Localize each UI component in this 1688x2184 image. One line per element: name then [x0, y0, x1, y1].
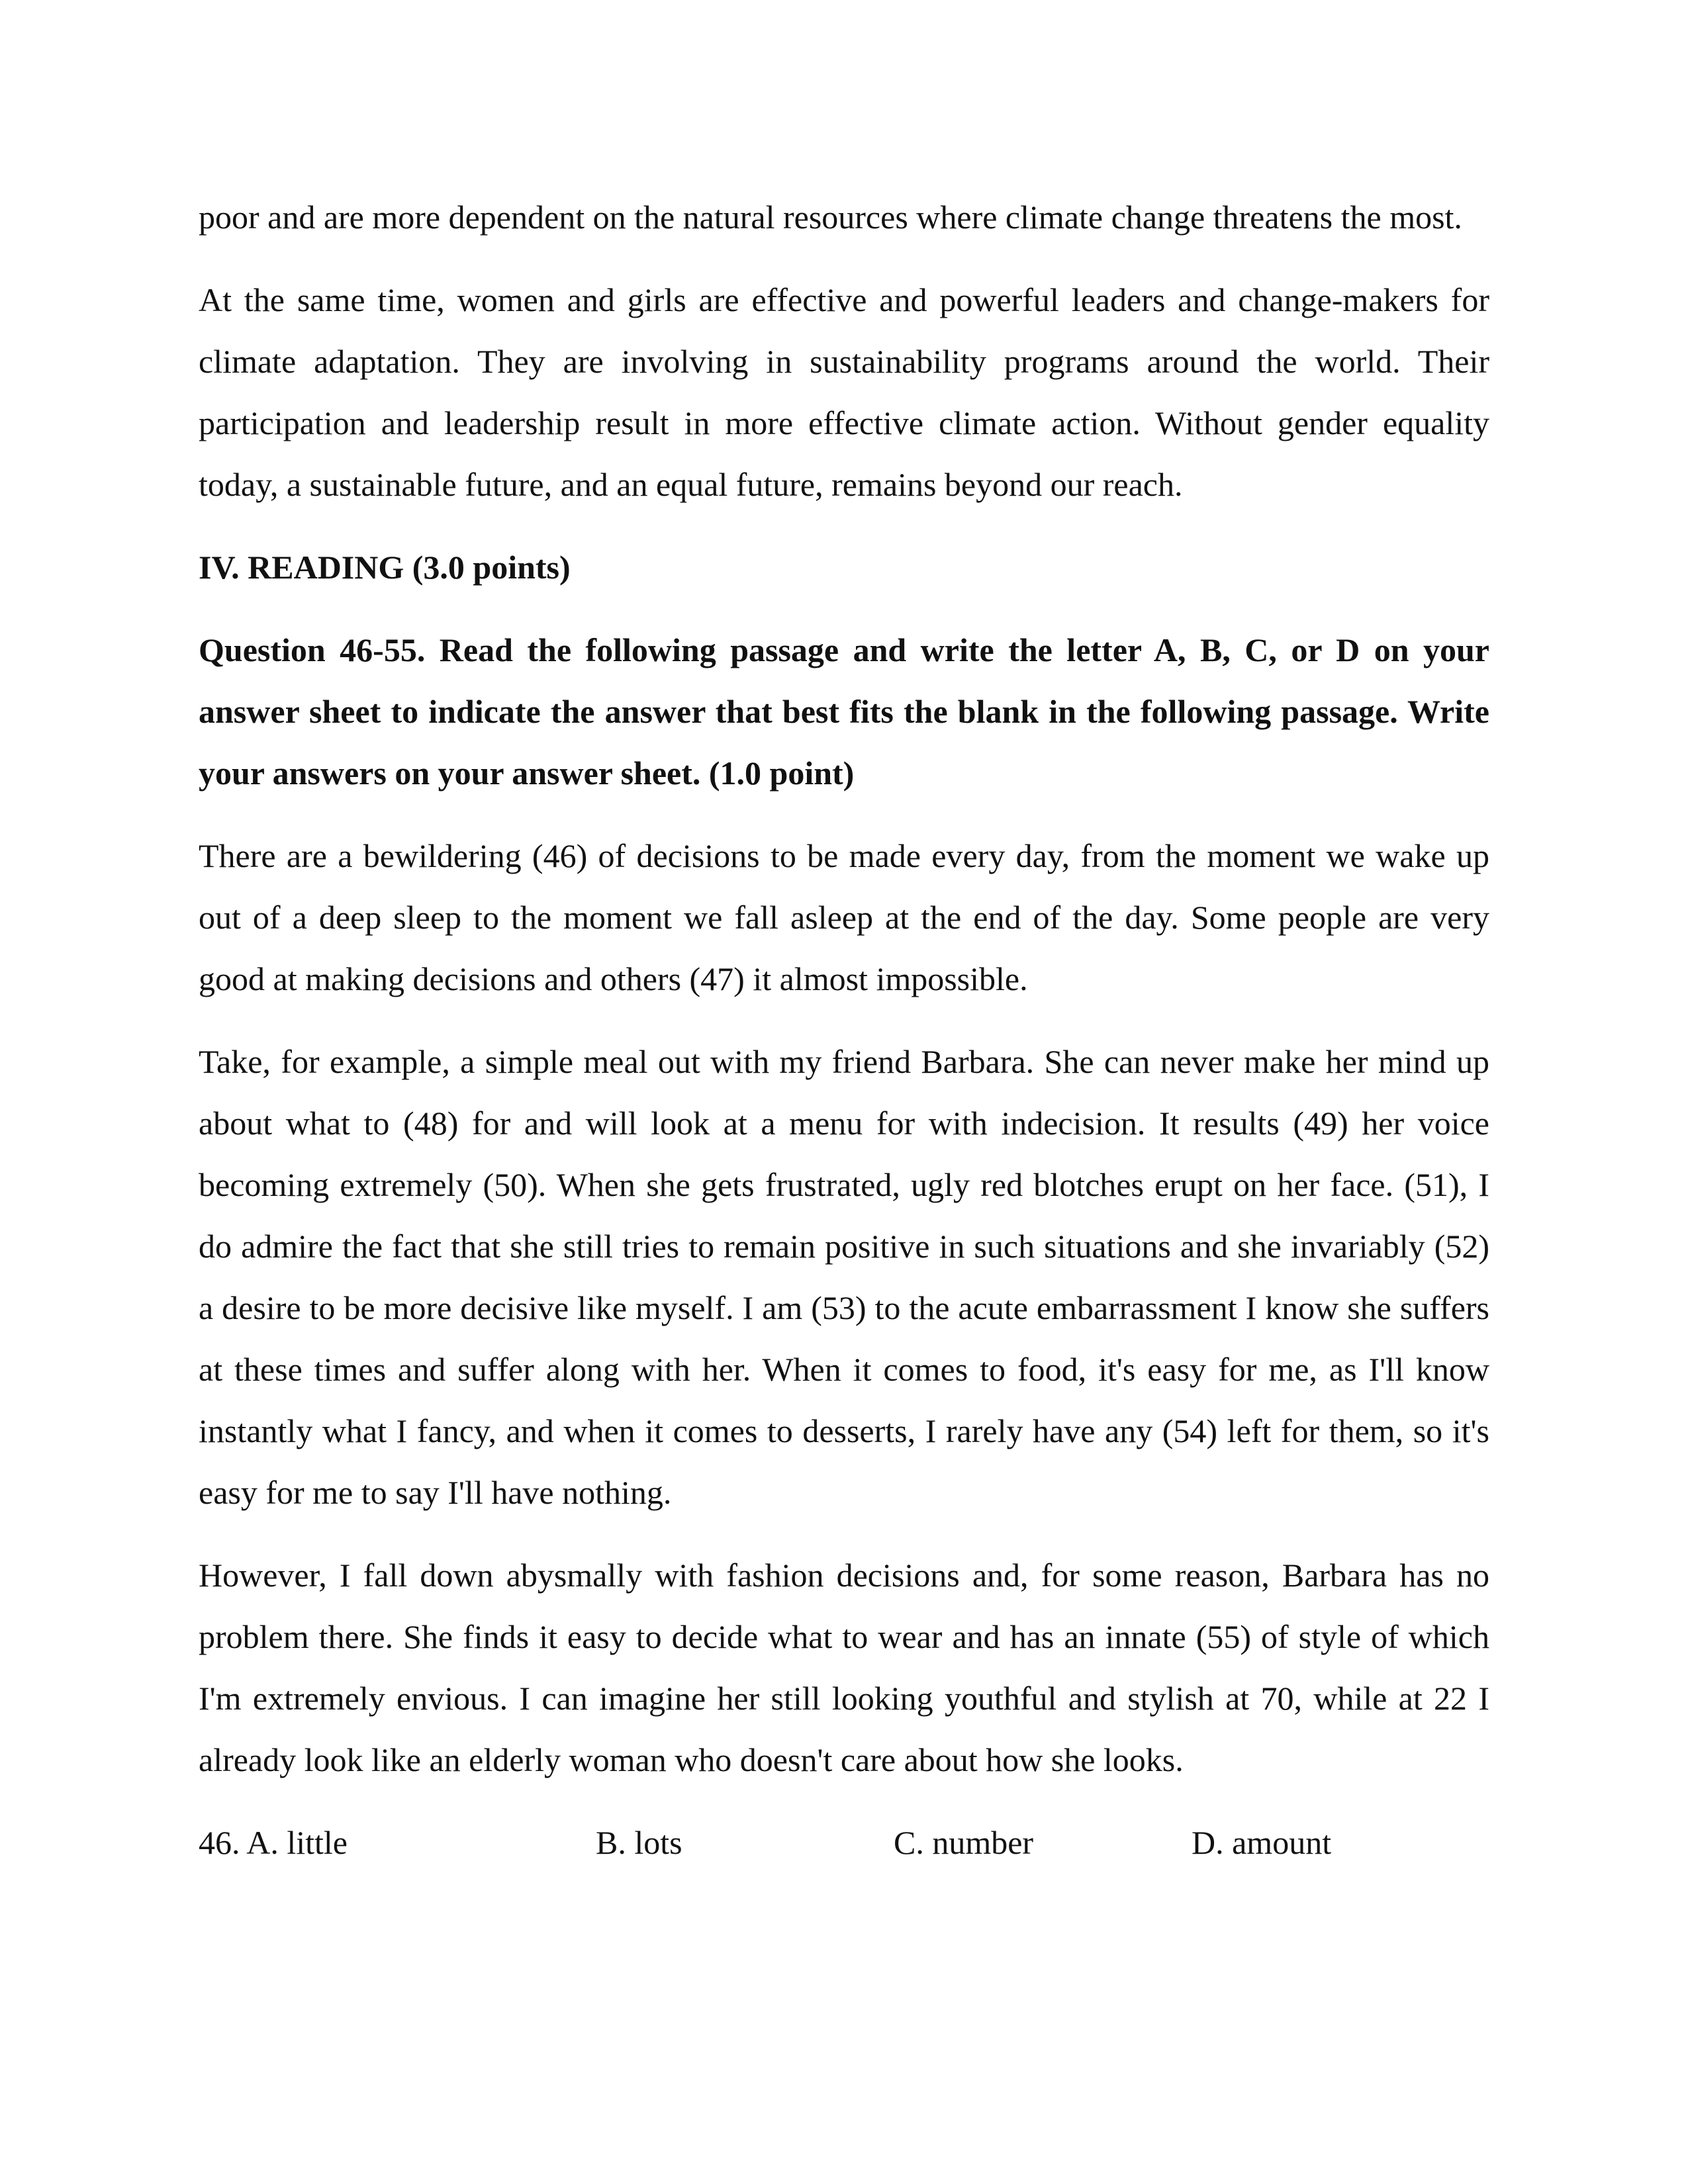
passage-paragraph-3: However, I fall down abysmally with fashion decisions and, for some reason, Barbara has no problem there. She finds it easy to decide what to wear and has an innate (55) of style of which I'm extremely envious. I can imagine her still looking youthful and stylish at 70, while at 22 I already look like an elderly woman who doesn't care about how she looks.	[199, 1557, 1489, 1778]
option-b: B. lots	[596, 1824, 682, 1861]
question-instruction: Question 46-55. Read the following passage and write the letter A, B, C, or D on your answer sheet to indicate the answer that best fits the blank in the following passage. Write your answers on your answer sheet. (1.0 point)	[199, 631, 1489, 792]
paragraph-women-leaders: At the same time, women and girls are effective and powerful leaders and change-makers for climate adaptation. They are involving in sustainability programs around the world. Their participation and leadership result in more effective climate action. Without gender equality today, a sustainable future, and an equal future, remains beyond our reach.	[199, 281, 1489, 503]
passage-paragraph-2: Take, for example, a simple meal out with my friend Barbara. She can never make her mind up about what to (48) for and will look at a menu for with indecision. It results (49) her voice becoming extremely (50). When she gets frustrated, ugly red blotches erupt on her face. (51), I do admire the fact that she still tries to remain positive in such situations and she invariably (52) a desire to be more decisive like myself. I am (53) to the acute embarrassment I know she suffers at these times and suffer along with her. When it comes to food, it's easy for me, as I'll know instantly what I fancy, and when it comes to desserts, I rarely have any (54) left for them, so it's easy for me to say I'll have nothing.	[199, 1043, 1489, 1511]
question-46-options	[199, 1812, 1489, 1874]
option-c: C. number	[894, 1824, 1034, 1861]
document-content	[199, 187, 1489, 1874]
option-d: D. amount	[1192, 1824, 1332, 1861]
option-a: 46. A. little	[199, 1824, 348, 1861]
passage-paragraph-1: There are a bewildering (46) of decisions to be made every day, from the moment we wake up out of a deep sleep to the moment we fall asleep at the end of the day. Some people are very good at making decisions and others (47) it almost impossible.	[199, 837, 1489, 997]
section-heading-reading: IV. READING (3.0 points)	[199, 549, 571, 586]
paragraph-climate-poverty: poor and are more dependent on the natural resources where climate change threatens the most.	[199, 199, 1462, 236]
